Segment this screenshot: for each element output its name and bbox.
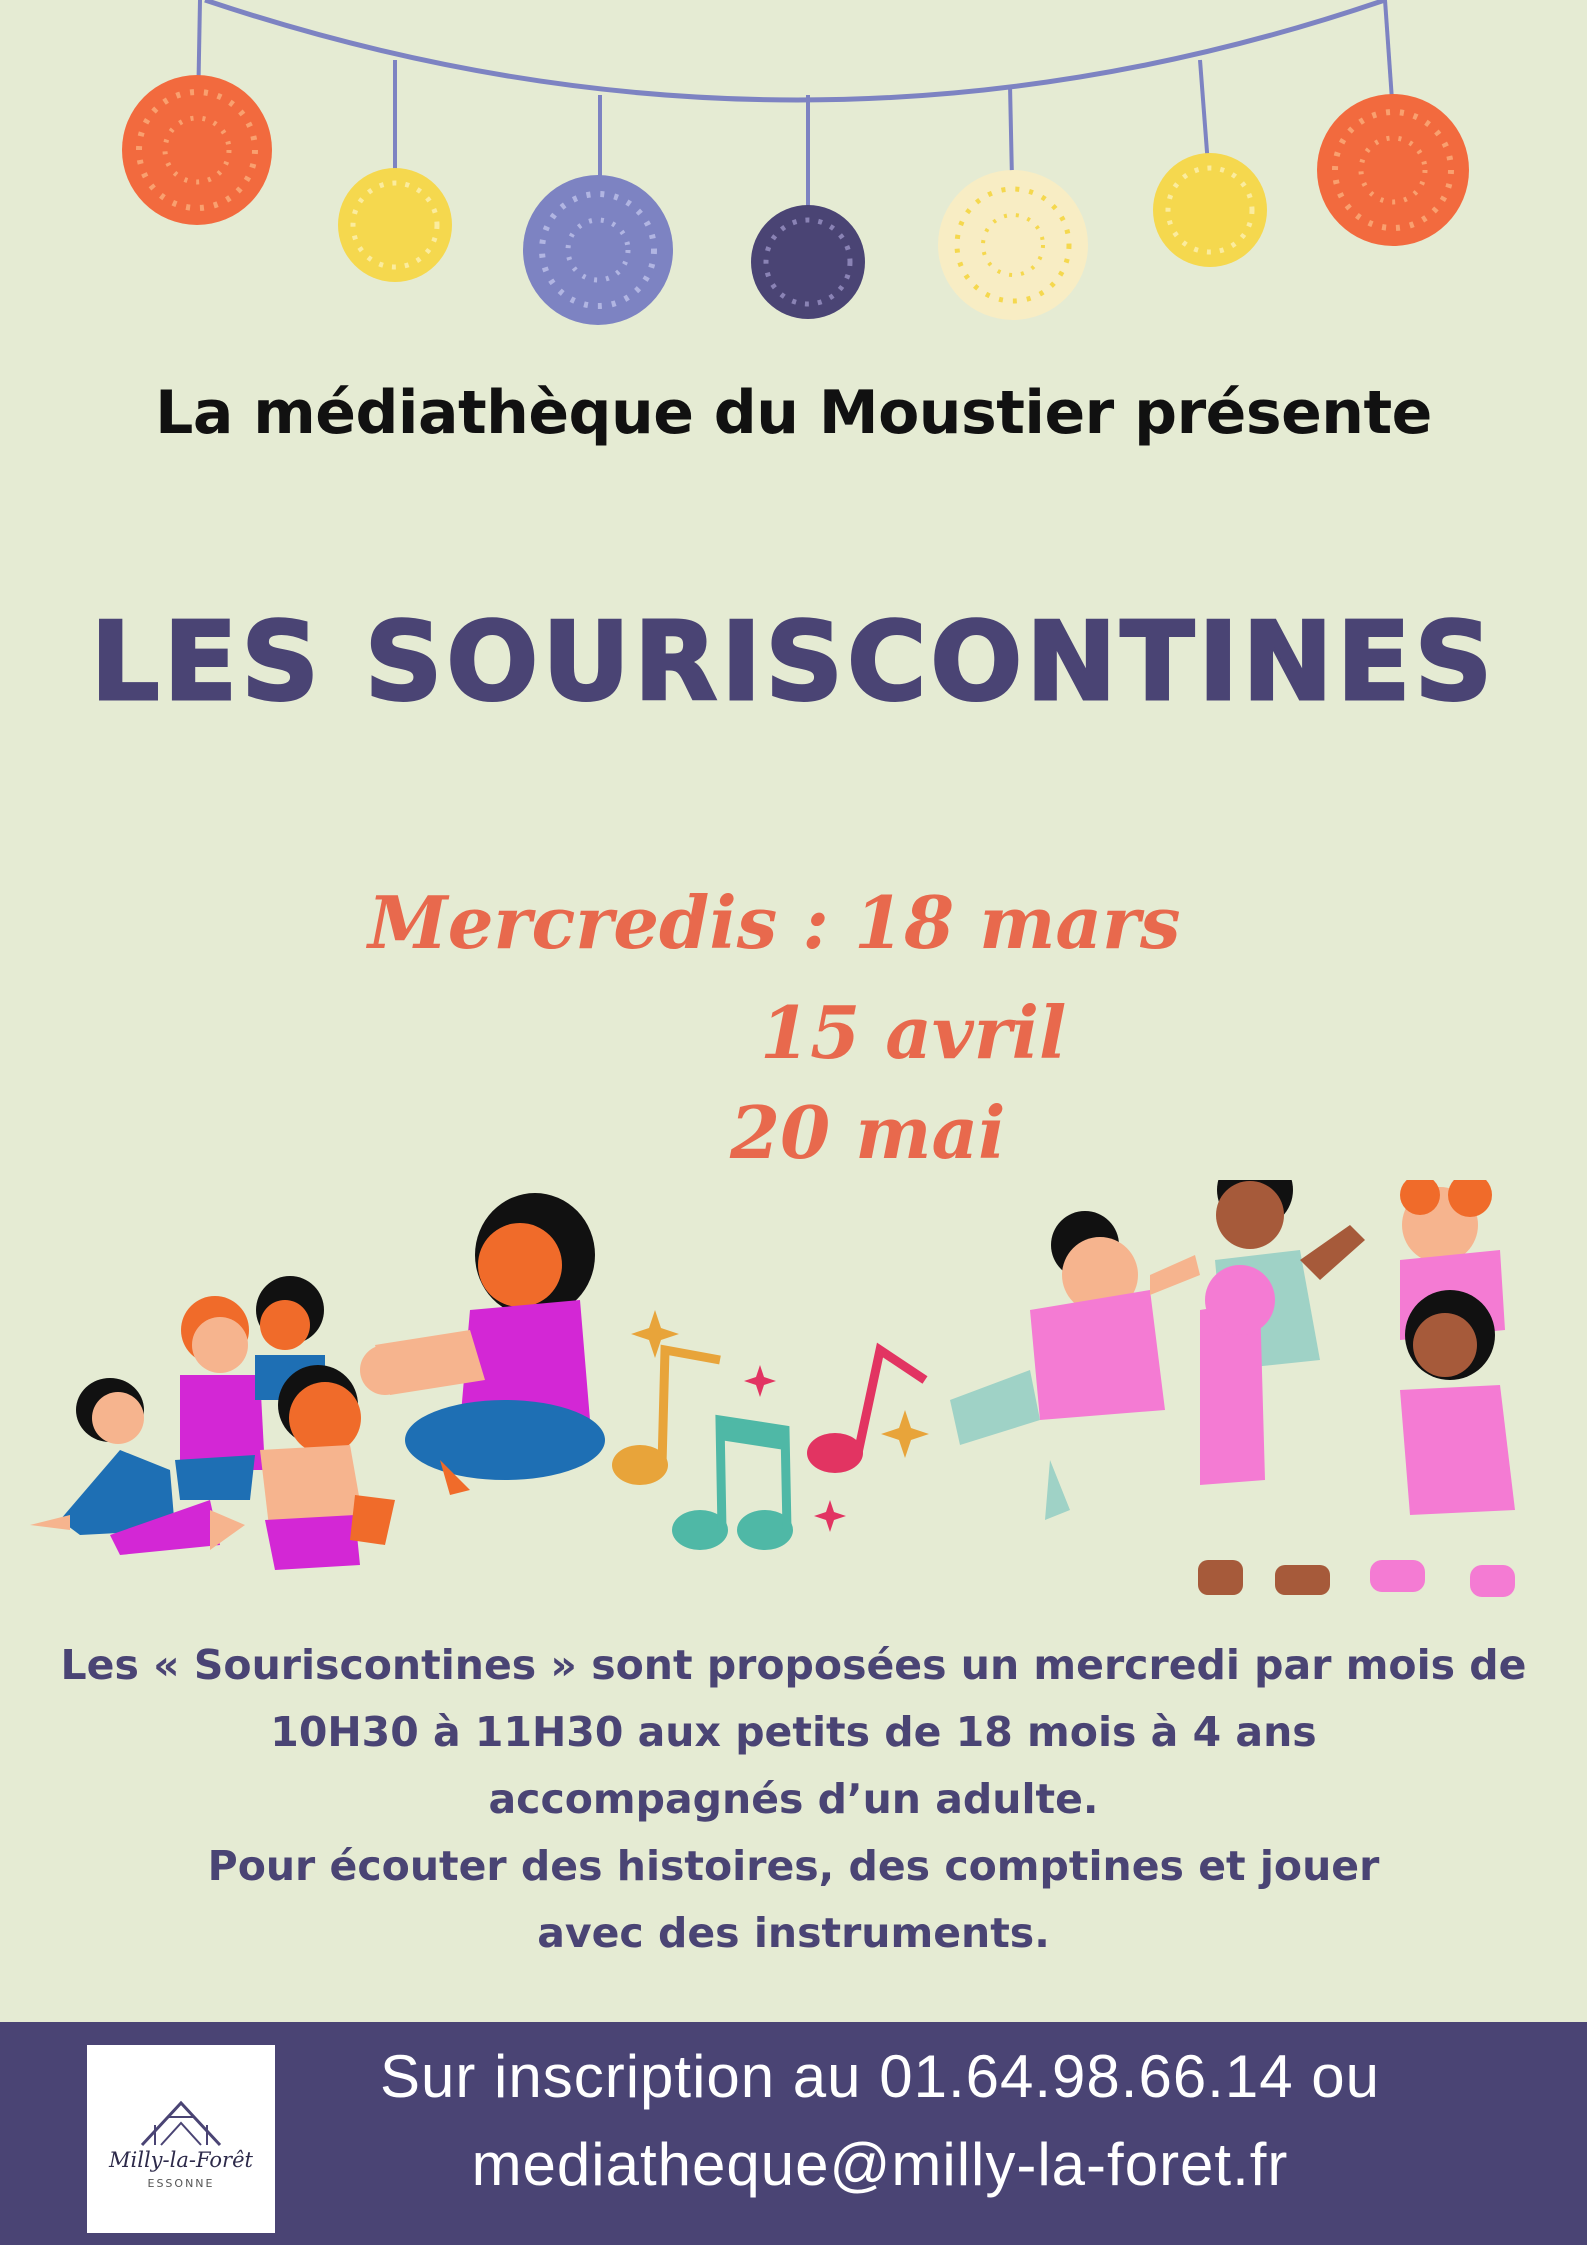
dates-line-1: Mercredis : 18 mars bbox=[368, 880, 1181, 965]
pompom-yellow-right bbox=[1153, 153, 1267, 267]
description-line: Les « Souriscontines » sont proposées un mercredi par mois de bbox=[60, 1641, 1527, 1689]
milly-la-foret-logo bbox=[87, 2045, 275, 2233]
storyteller-figure bbox=[360, 1193, 605, 1495]
dancing-girl-center bbox=[1198, 1180, 1365, 1595]
description-line: Pour écouter des histoires, des comptines et jouer bbox=[207, 1842, 1380, 1890]
pompom-navy bbox=[751, 205, 865, 319]
event-description bbox=[0, 1632, 1587, 1967]
child-figure bbox=[175, 1296, 265, 1500]
presenter-heading: La médiathèque du Moustier présente bbox=[155, 378, 1432, 448]
pompom-orange-left bbox=[122, 75, 272, 225]
child-back-figure bbox=[260, 1365, 395, 1570]
children-illustration bbox=[0, 1180, 1587, 1620]
contact-phone: Sur inscription au 01.64.98.66.14 ou bbox=[379, 2043, 1380, 2110]
pompom-blue bbox=[523, 175, 673, 325]
pompom-orange-right bbox=[1317, 94, 1469, 246]
svg-text:ESSONNE: ESSONNE bbox=[147, 2177, 215, 2190]
description-line: avec des instruments. bbox=[537, 1909, 1050, 1957]
pompom-garland bbox=[0, 0, 1587, 330]
pompom-cream bbox=[938, 170, 1088, 320]
dancing-girl-left bbox=[950, 1211, 1200, 1520]
pompom-yellow-left bbox=[338, 168, 452, 282]
page-title: LES SOURISCONTINES bbox=[90, 600, 1497, 725]
description-line: accompagnés d’un adulte. bbox=[488, 1775, 1099, 1823]
music-notes bbox=[612, 1310, 929, 1550]
dates-line-2: 15 avril bbox=[760, 990, 1067, 1075]
contact-email[interactable]: mediatheque@milly-la-foret.fr bbox=[471, 2131, 1289, 2198]
svg-text:Milly-la-Forêt: Milly-la-Forêt bbox=[109, 2148, 253, 2172]
description-line: 10H30 à 11H30 aux petits de 18 mois à 4 ans bbox=[270, 1708, 1317, 1756]
dates-line-3: 20 mai bbox=[730, 1090, 1006, 1175]
dancing-girl-right bbox=[1370, 1180, 1515, 1597]
